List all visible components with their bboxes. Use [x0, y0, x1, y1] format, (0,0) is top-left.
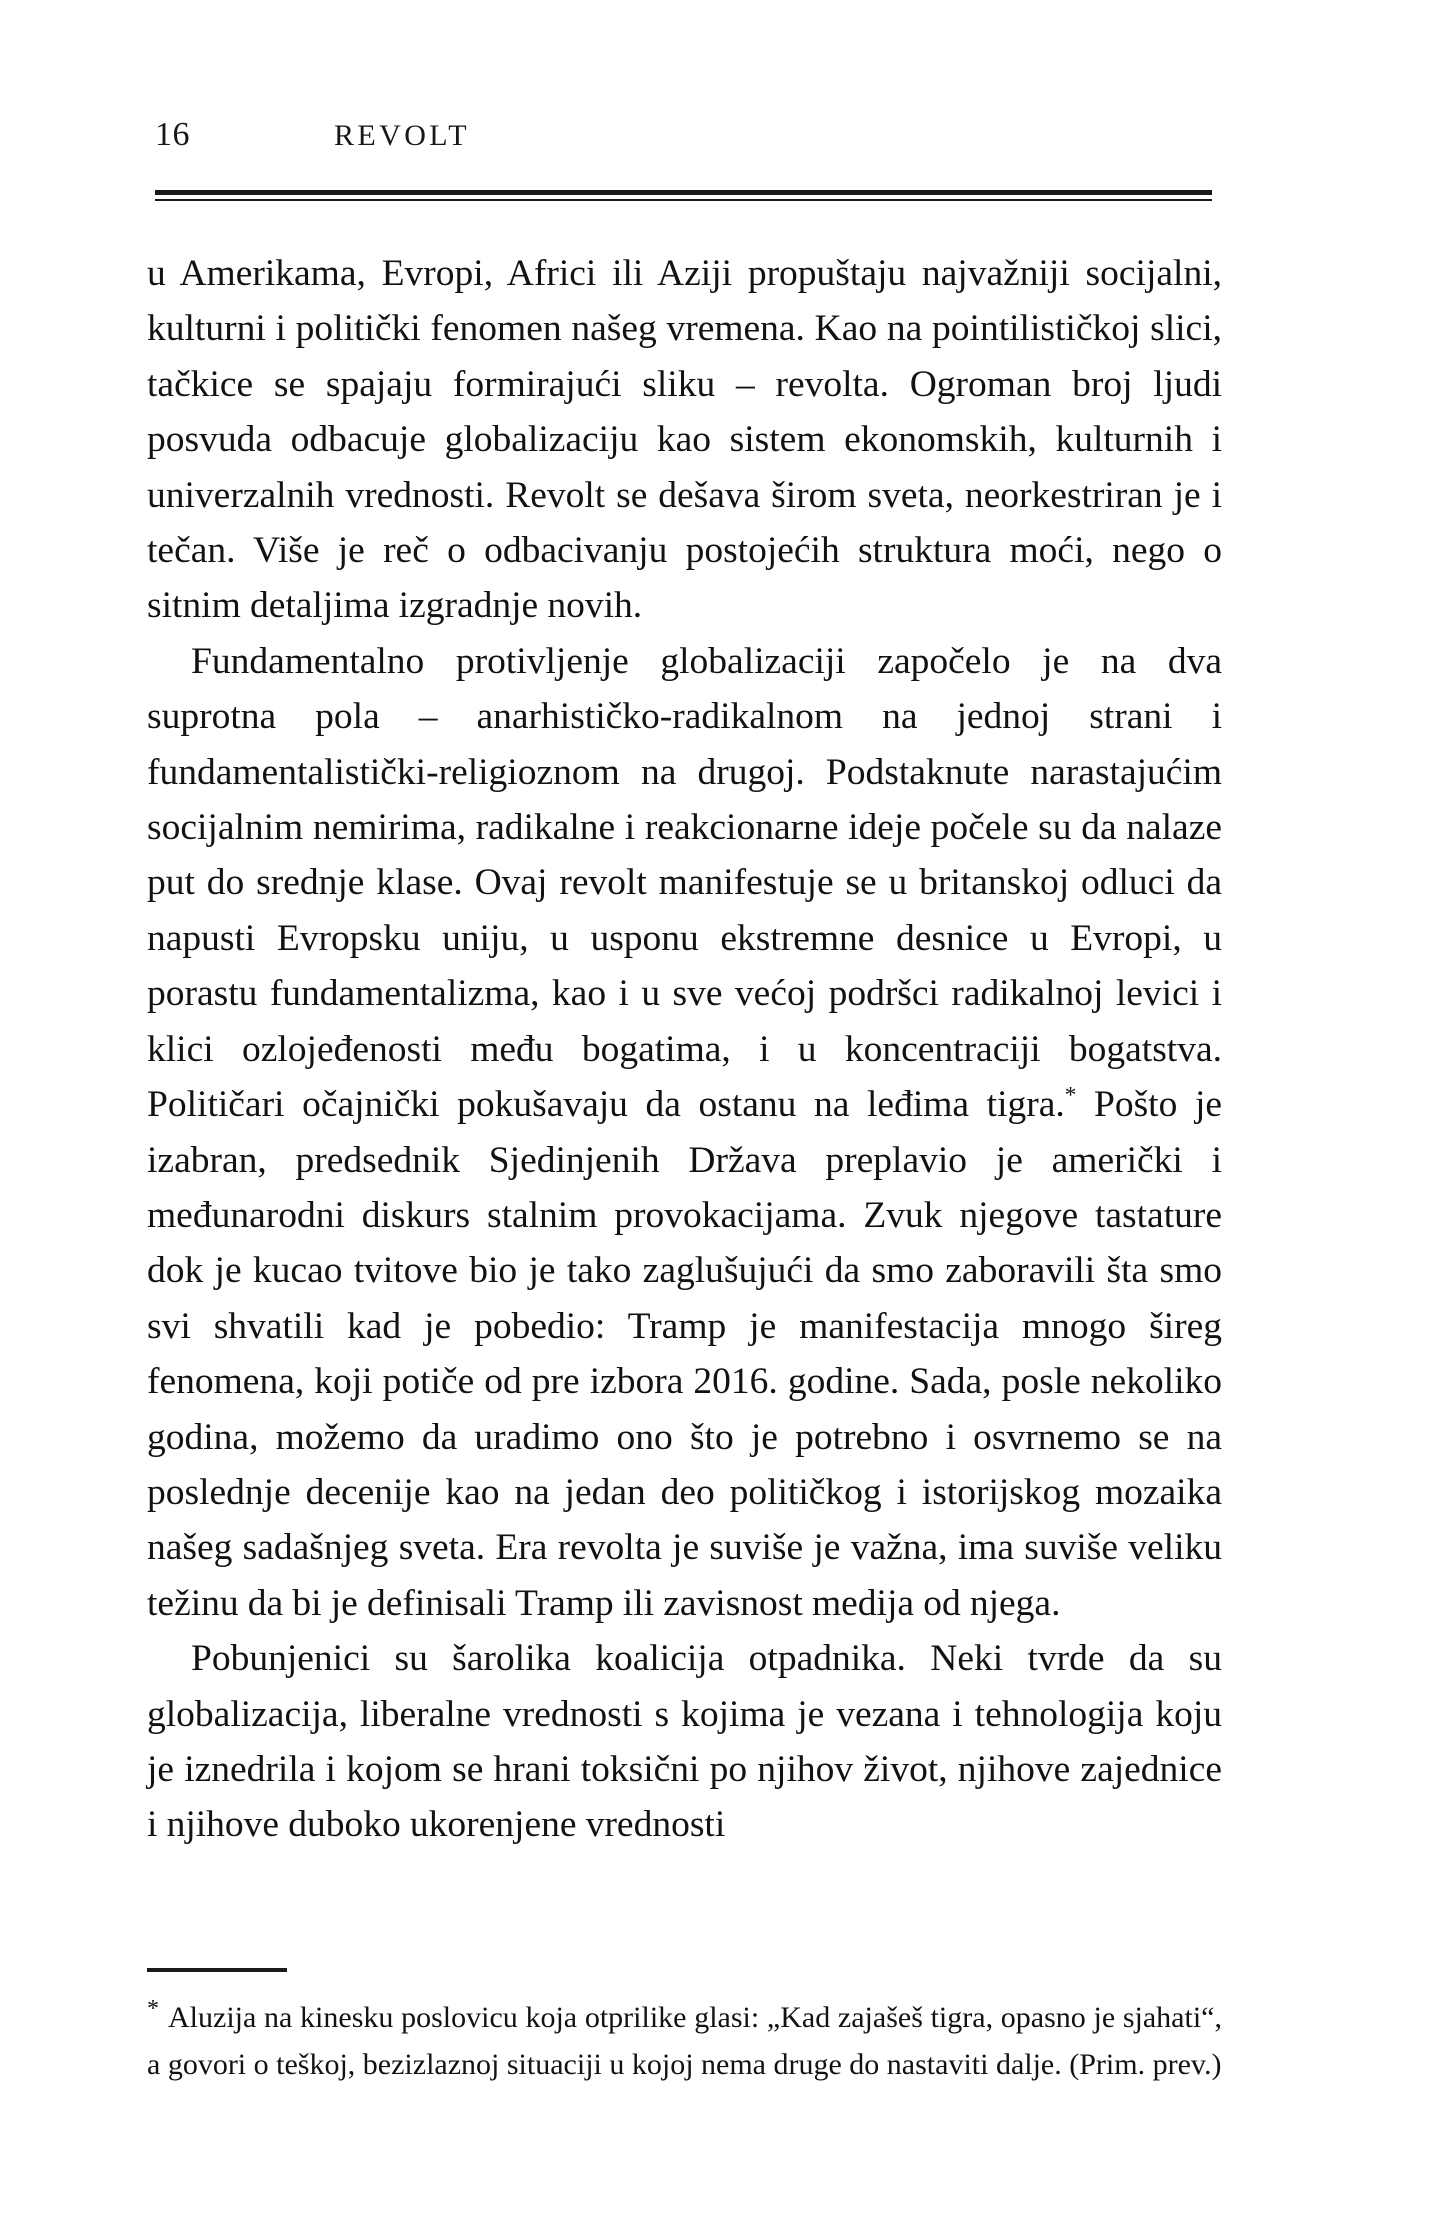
paragraph-fundamentalno	[147, 634, 1222, 1631]
footnote-body: Aluzija na kinesku poslovicu koja otprilike glasi: „Kad zajašeš tigra, opasno je sjahati“, a govori o teškoj, bezizlaznoj situaciji u kojoj nema druge do nastaviti dalje. (Prim. prev.)	[147, 2001, 1222, 2081]
running-head	[155, 118, 1212, 164]
footnote-area	[147, 1968, 1222, 2088]
page-number: 16	[155, 116, 190, 153]
footnote-separator-rule	[147, 1968, 287, 1972]
paragraph-continued: u Amerikama, Evropi, Africi ili Aziji propuštaju najvažniji socijalni, kulturni i politički fenomen našeg vremena. Kao na pointilističkoj slici, tačkice se spajaju formirajući sliku – revolta. Ogroman broj ljudi posvuda odbacuje globalizaciju kao sistem ekonomskih, kulturnih i univerzalnih vrednosti. Revolt se dešava širom sveta, neorkestriran je i tečan. Više je reč o odbacivanju postojećih struktura moći, nego o sitnim detaljima izgradnje novih.	[147, 253, 1222, 627]
body-text-block	[147, 246, 1222, 1853]
paragraph-pobunjenici: Pobunjenici su šarolika koalicija otpadnika. Neki tvrde da su globalizacija, liberalne vrednosti s kojima je vezana i tehnologija koju je iznedrila i kojom se hrani toksični po njihov život, njihove zajednice i njihove duboko ukorenjene vrednosti	[147, 1638, 1222, 1846]
header-rule-thin	[155, 199, 1212, 201]
running-head-title: REVOLT	[334, 119, 470, 152]
footnote-reference-marker[interactable]: *	[1064, 1082, 1077, 1109]
header-double-rule	[155, 190, 1212, 201]
footnote-marker: *	[147, 1996, 159, 2022]
footnote-text	[147, 1994, 1222, 2088]
paragraph-text-before-footnote: Fundamentalno protivljenje globalizaciji započelo je na dva suprotna pola – anarhističko-radikalnom na jednoj strani i fundamentalistički-religioznom na drugoj. Podstaknute narastajućim socijalnim nemirima, radikalne i reakcionarne ideje počele su da nalaze put do srednje klase. Ovaj revolt manifestuje se u britanskoj odluci da napusti Evropsku uniju, u usponu ekstremne desnice u Evropi, u porastu fundamentalizma, kao i u sve većoj podršci radikalnoj levici i klici ozlojeđenosti među bogatima, i u koncentraciji bogatstva. Političari očajnički pokušavaju da ostanu na leđima tigra.	[147, 640, 1222, 1126]
paragraph-text-after-footnote: Pošto je izabran, predsednik Sjedinjenih Država preplavio je američki i međunarodni diskurs stalnim provokacijama. Zvuk njegove tastature dok je kucao tvitove bio je tako zaglušujući da smo zaboravili šta smo svi shvatili kad je pobedio: Tramp je manifestacija mnogo šireg fenomena, koji potiče od pre izbora 2016. godine. Sada, posle nekoliko godina, možemo da uradimo ono što je potrebno i osvrnemo se na poslednje decenije kao na jedan deo političkog i istorijskog mozaika našeg sadašnjeg sveta. Era revolta je suviše je važna, ima suviše veliku težinu da bi je definisali Tramp ili zavisnost medija od njega.	[147, 1084, 1223, 1624]
